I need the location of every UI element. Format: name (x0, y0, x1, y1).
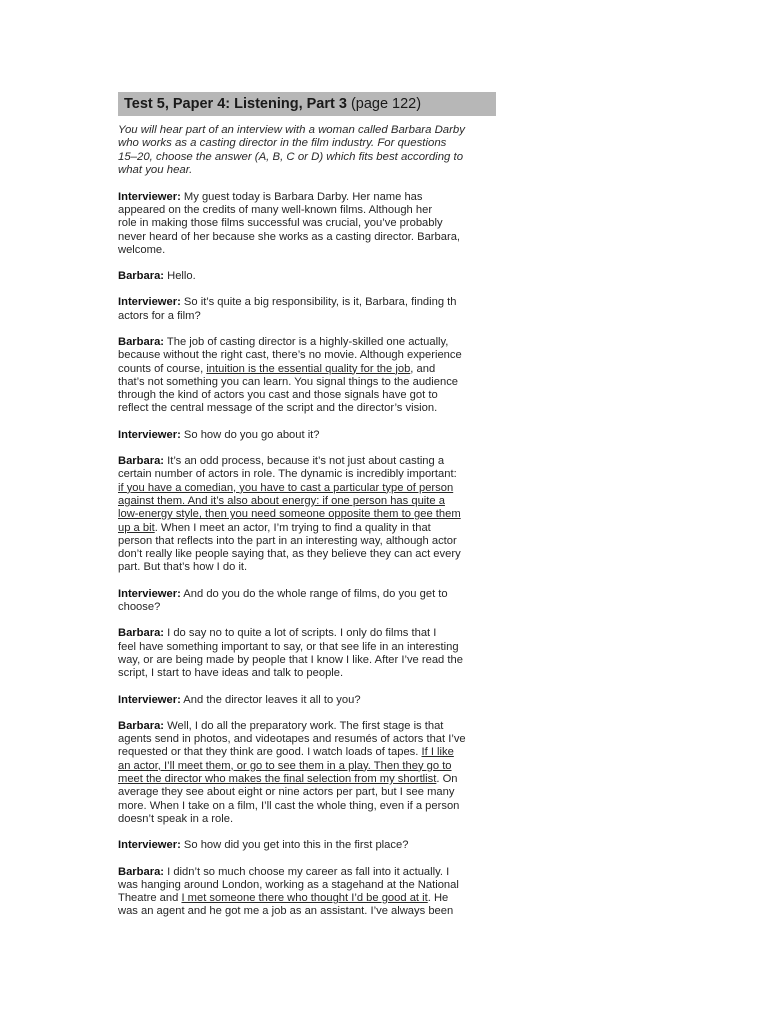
transcript-body (118, 124, 496, 944)
transcript-line (118, 786, 496, 799)
transcript-text: never heard of her because she works as a casting director. Barbara, (118, 230, 461, 243)
transcript-paragraph (118, 270, 496, 283)
transcript-line (118, 694, 496, 707)
transcript-text: doesn’t speak in a role. (118, 812, 234, 825)
instructions-intro (118, 124, 496, 178)
transcript-line (118, 376, 496, 389)
transcript-line (118, 588, 496, 601)
transcript-text: don’t really like people saying that, as they believe they can act every (118, 548, 461, 561)
transcript-paragraph (118, 336, 496, 416)
transcript-text: Theatre and (118, 892, 182, 905)
transcript-line (118, 336, 496, 349)
transcript-paragraph (118, 720, 496, 826)
transcript-line (118, 720, 496, 733)
transcript-line (118, 733, 496, 746)
transcript-line (118, 455, 496, 468)
transcript-line (118, 667, 496, 680)
transcript-text: The job of casting director is a highly-skilled one actually, (164, 336, 449, 348)
transcript-text: because without the right cast, there’s no movie. Although experience (118, 349, 462, 362)
transcript-line (118, 495, 496, 508)
transcript-text: average they see about eight or nine actors per part, but I see many (118, 786, 455, 799)
speaker-label: Barbara: (118, 336, 165, 348)
speaker-label: Interviewer: (118, 693, 181, 706)
transcript-text: And the director leaves it all to you? (180, 693, 361, 706)
transcript-line (118, 879, 496, 892)
transcript-line (118, 296, 496, 309)
transcript-line (118, 244, 496, 257)
transcript-line (118, 270, 496, 283)
transcript-text: was hanging around London, working as a stagehand at the National (118, 878, 459, 891)
underlined-answer-text: meet the director who makes the final selection from my shortlist (118, 773, 437, 786)
transcript-paragraph (118, 191, 496, 257)
speaker-label: Barbara: (118, 455, 165, 468)
transcript-text: . On (436, 773, 458, 786)
underlined-answer-text: up a bit (118, 521, 155, 534)
transcript-text: And do you do the whole range of films, do you get to (180, 587, 448, 600)
transcript-paragraph (118, 839, 496, 852)
transcript-line (118, 813, 496, 826)
transcript-text: welcome. (118, 243, 166, 256)
transcript-line (118, 310, 496, 323)
intro-line: who works as a casting director in the film industry. For questions (118, 137, 447, 150)
transcript-line (118, 217, 496, 230)
transcript-text: role in making those films successful was crucial, you’ve probably (118, 217, 443, 230)
transcript-paragraph (118, 296, 496, 323)
speaker-label: Barbara: (118, 270, 165, 283)
transcript-text: reflect the central message of the script and the director’s vision. (118, 402, 438, 415)
transcript-line (118, 760, 496, 773)
transcript-line (118, 349, 496, 362)
transcript-text: So how did you get into this in the first place? (180, 839, 409, 852)
transcript-line (118, 402, 496, 415)
speaker-label: Barbara: (118, 865, 165, 878)
transcript-text: It’s an odd process, because it’s not just about casting a (164, 455, 445, 468)
transcript-line (118, 839, 496, 852)
transcript-text: more. When I take on a film, I’ll cast the whole thing, even if a person (118, 799, 460, 812)
underlined-answer-text: against them. And it’s also about energy: if one person has quite a (118, 494, 445, 507)
speaker-label: Interviewer: (118, 839, 181, 852)
speaker-label: Interviewer: (118, 428, 181, 441)
transcript-text: part. But that’s how I do it. (118, 561, 248, 574)
transcript-text: actors for a film? (118, 309, 201, 322)
transcript-text: So it’s quite a big responsibility, is it, Barbara, finding th (180, 296, 457, 309)
transcript-text: counts of course, (118, 362, 207, 375)
transcript-line (118, 535, 496, 548)
transcript-line (118, 866, 496, 879)
transcript-text: appeared on the credits of many well-known films. Although her (118, 203, 433, 216)
speaker-label: Interviewer: (118, 587, 181, 600)
transcript-text: through the kind of actors you cast and those signals have got to (118, 389, 438, 402)
underlined-answer-text: If I like (421, 746, 454, 759)
speaker-label: Interviewer: (118, 296, 181, 309)
transcript-text: Well, I do all the preparatory work. The first stage is that (164, 719, 444, 732)
transcript-text: way, or are being made by people that I know I like. After I’ve read the (118, 653, 463, 666)
transcript-text: . When I meet an actor, I’m trying to find a quality in that (154, 521, 431, 534)
transcript-text: I didn’t so much choose my career as fall into it actually. I (164, 865, 450, 878)
transcript-text: choose? (118, 601, 161, 614)
transcript-line (118, 191, 496, 204)
transcript-line (118, 231, 496, 244)
underlined-answer-text: low-energy style, then you need someone opposite them to gee them (118, 508, 461, 521)
transcript-line (118, 627, 496, 640)
transcript-line (118, 601, 496, 614)
transcript-paragraph (118, 866, 496, 919)
transcript-text: script, I start to have ideas and talk to people. (118, 667, 344, 680)
transcript-line (118, 561, 496, 574)
transcript-line (118, 389, 496, 402)
transcript-text: Hello. (164, 270, 196, 283)
transcript-paragraphs (118, 191, 496, 919)
underlined-answer-text: an actor, I’ll meet them, or go to see them in a play. Then they go to (118, 759, 452, 772)
transcript-line (118, 429, 496, 442)
transcript-text: My guest today is Barbara Darby. Her name has (180, 190, 423, 203)
underlined-answer-text: if you have a comedian, you have to cast a particular type of person (118, 481, 454, 494)
transcript-text: that’s not something you can learn. You signal things to the audience (118, 375, 459, 388)
transcript-line (118, 363, 496, 376)
transcript-line (118, 204, 496, 217)
transcript-text: person that reflects into the part in an interesting way, although actor (118, 534, 457, 547)
intro-line: You will hear part of an interview with a woman called Barbara Darby (118, 124, 465, 136)
transcript-text: feel have something important to say, or that see life in an interesting (118, 640, 459, 653)
transcript-paragraph (118, 627, 496, 680)
transcript-text: . He (427, 892, 449, 905)
transcript-text: , and (410, 362, 436, 375)
transcript-text: was an agent and he got me a job as an assistant. I’ve always been (118, 905, 454, 918)
speaker-label: Interviewer: (118, 190, 181, 203)
section-title: Test 5, Paper 4: Listening, Part 3 (124, 96, 347, 112)
underlined-answer-text: intuition is the essential quality for the job (206, 362, 411, 375)
transcript-text: So how do you go about it? (180, 428, 320, 441)
section-title-bar (118, 92, 496, 116)
intro-line: 15–20, choose the answer (A, B, C or D) which fits best according to (118, 150, 464, 163)
transcript-text: I do say no to quite a lot of scripts. I only do films that I (164, 627, 437, 640)
transcript-line (118, 548, 496, 561)
speaker-label: Barbara: (118, 627, 165, 640)
underlined-answer-text: I met someone there who thought I’d be good at it (181, 892, 428, 905)
transcript-line (118, 508, 496, 521)
transcript-paragraph (118, 455, 496, 575)
transcript-line (118, 641, 496, 654)
transcript-text: requested or that they think are good. I watch loads of tapes. (118, 746, 422, 759)
transcript-line (118, 522, 496, 535)
transcript-line (118, 905, 496, 918)
transcript-line (118, 654, 496, 667)
transcript-line (118, 800, 496, 813)
transcript-line (118, 892, 496, 905)
transcript-line (118, 773, 496, 786)
transcript-line (118, 468, 496, 481)
transcript-paragraph (118, 429, 496, 442)
transcript-line (118, 482, 496, 495)
transcript-line (118, 746, 496, 759)
transcript-paragraph (118, 588, 496, 615)
intro-line: what you hear. (118, 164, 193, 177)
page-reference: (page 122) (350, 96, 422, 112)
transcript-paragraph (118, 694, 496, 707)
transcript-text: certain number of actors in role. The dynamic is incredibly important: (118, 468, 457, 481)
speaker-label: Barbara: (118, 719, 165, 732)
transcript-text: agents send in photos, and videotapes and resumés of actors that I’ve (118, 733, 466, 746)
